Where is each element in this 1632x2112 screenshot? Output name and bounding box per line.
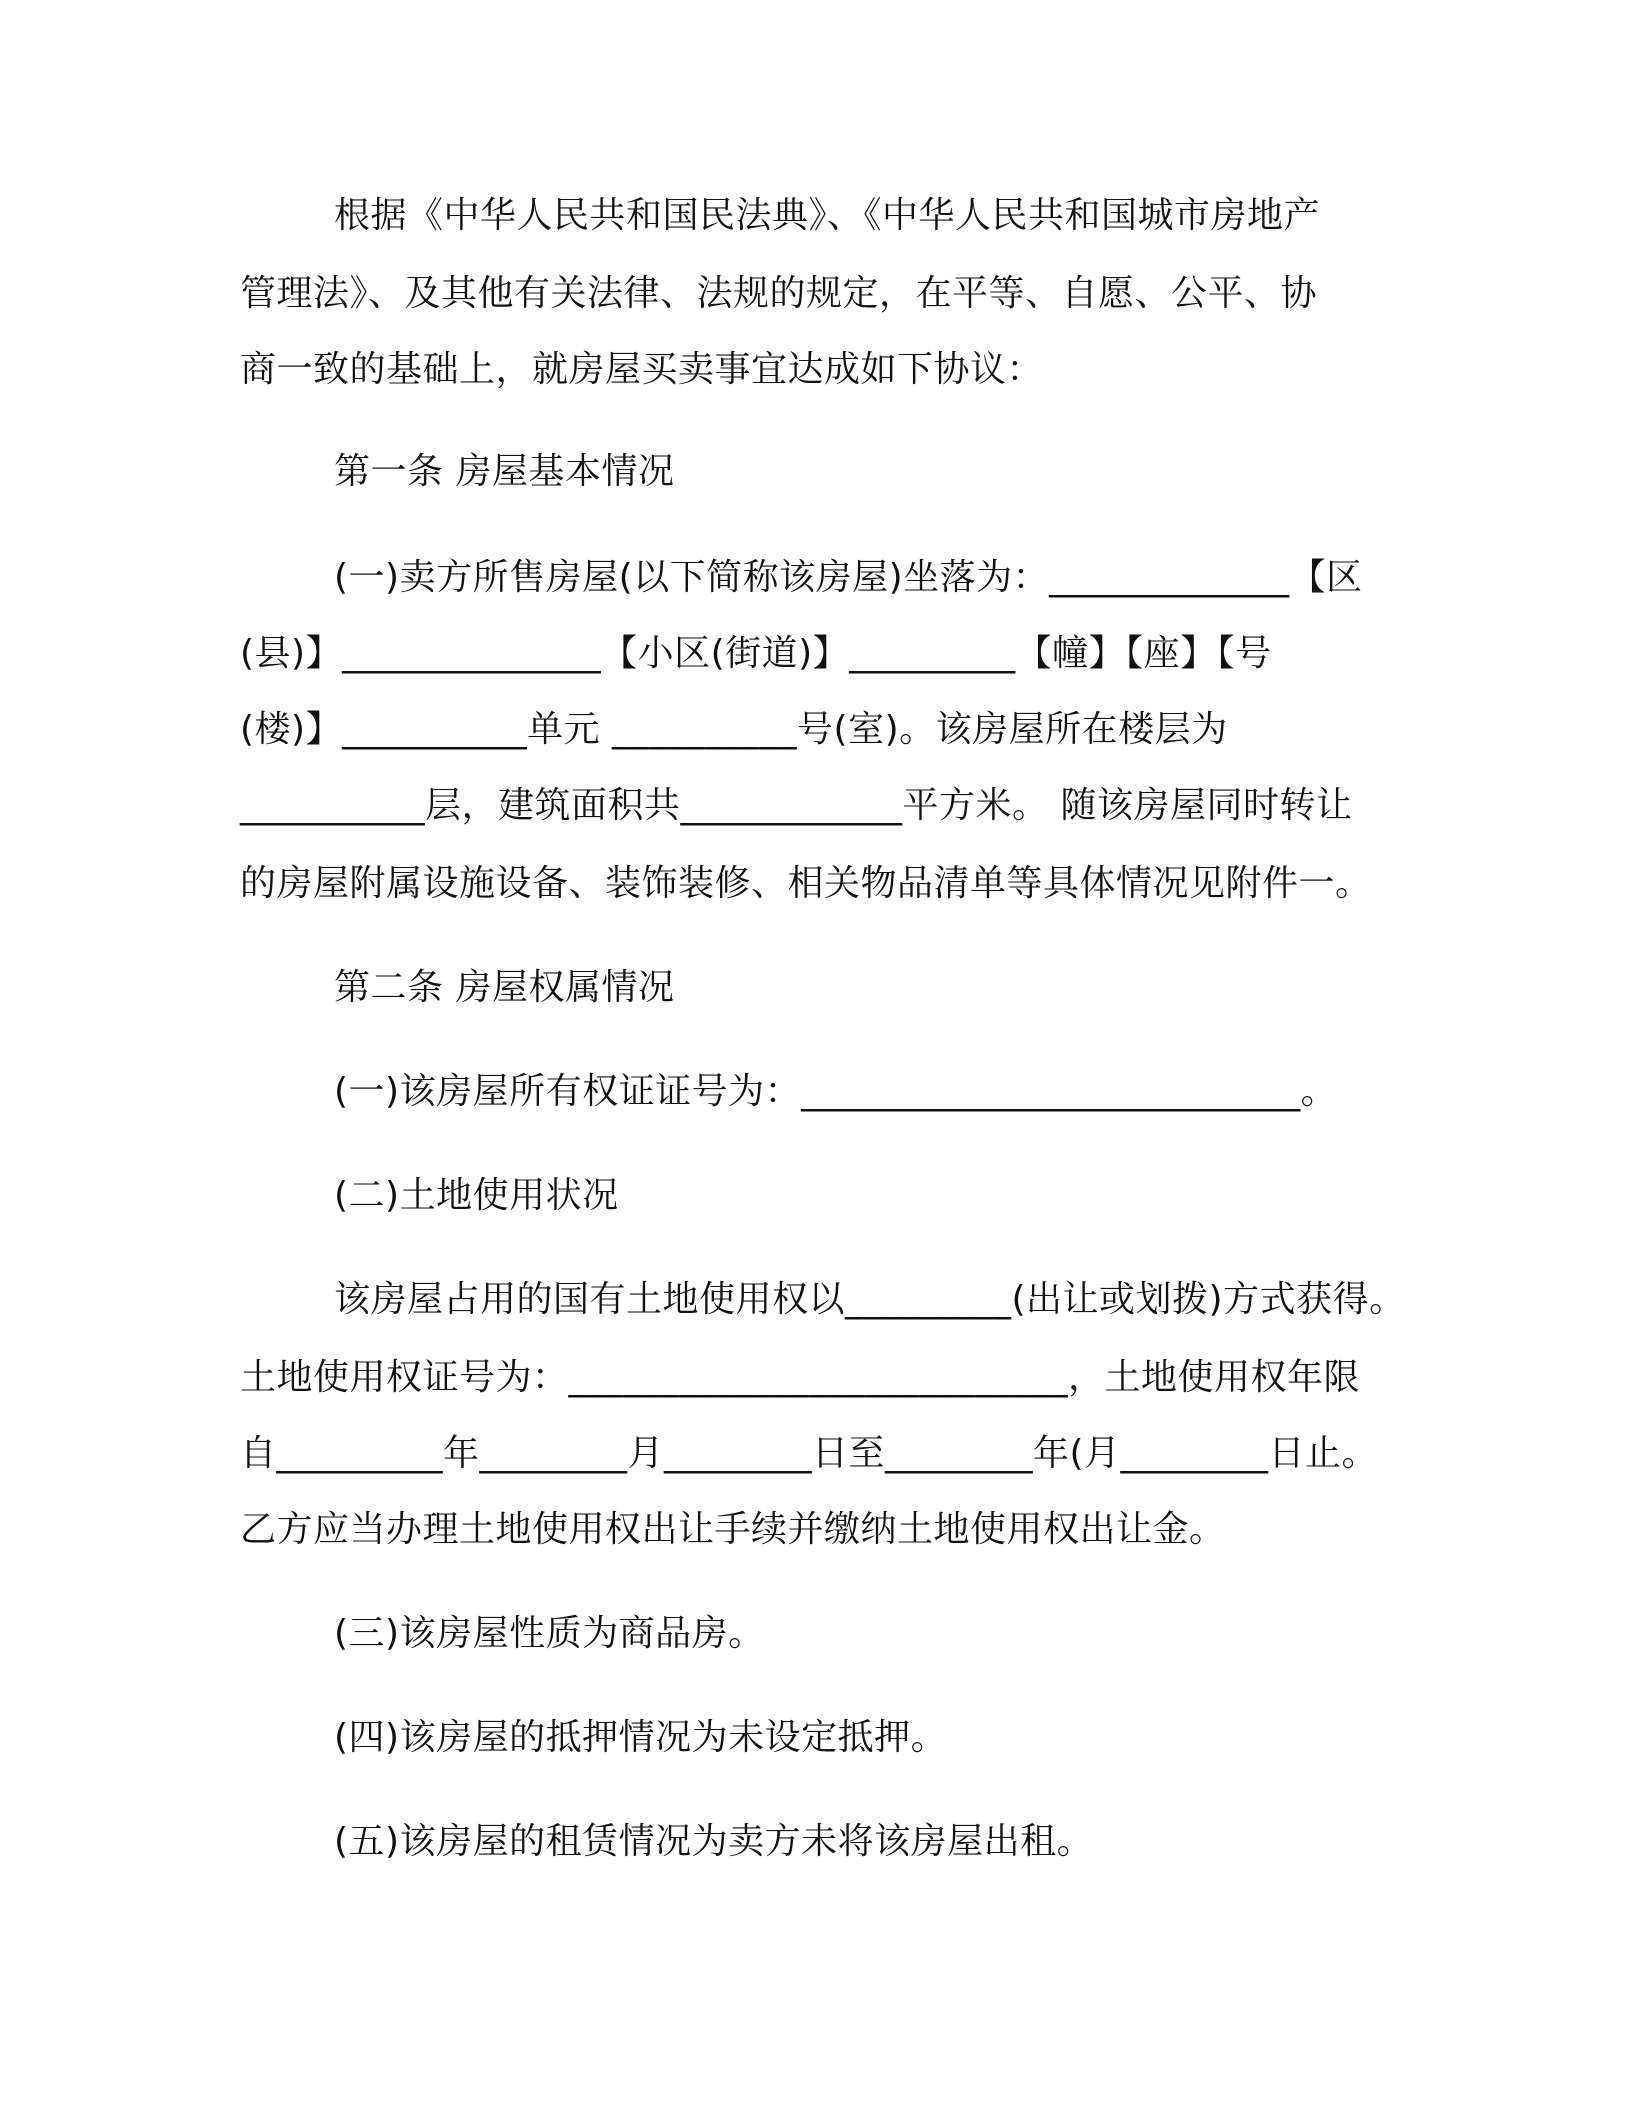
article-1-clause-1-line-2: (县)】______________【小区(街道)】_________【幢】【座】【号 [240, 633, 1272, 674]
article-1-clause-1-line-3: (楼)】__________单元 __________号(室)。该房屋所在楼层为 [240, 709, 1228, 750]
land-use-line-4: 乙方应当办理土地使用权出让手续并缴纳土地使用权出让金。 [240, 1509, 1226, 1550]
intro-line-3: 商一致的基础上，就房屋买卖事宜达成如下协议： [240, 349, 1044, 390]
intro-line-2: 管理法》、及其他有关法律、法规的规定，在平等、自愿、公平、协 [240, 273, 1318, 314]
article-2-clause-3: (三)该房屋性质为商品房。 [334, 1613, 765, 1654]
land-use-line-1: 该房屋占用的国有土地使用权以_________(出让或划拨)方式获得。 [334, 1279, 1406, 1320]
article-2-heading: 第二条 房屋权属情况 [334, 967, 675, 1008]
article-1-clause-1-line-1: (一)卖方所售房屋(以下简称该房屋)坐落为：_____________【区 [334, 557, 1363, 598]
land-use-line-2: 土地使用权证号为：___________________________，土地使用权年限 [240, 1357, 1361, 1398]
article-2-clause-2-heading: (二)土地使用状况 [334, 1175, 619, 1216]
article-2-clause-1: (一)该房屋所有权证证号为：___________________________。 [334, 1071, 1338, 1112]
article-1-clause-1-line-5: 的房屋附属设施设备、装饰装修、相关物品清单等具体情况见附件一。 [240, 863, 1372, 904]
article-1-heading: 第一条 房屋基本情况 [334, 451, 675, 492]
land-use-line-3: 自_________年________月________日至________年(月________日止。 [240, 1433, 1379, 1474]
intro-line-1: 根据《中华人民共和国民法典》、《中华人民共和国城市房地产 [334, 195, 1321, 236]
article-2-clause-4: (四)该房屋的抵押情况为未设定抵押。 [334, 1717, 948, 1758]
article-1-clause-1-line-4: __________层，建筑面积共____________平方米。 随该房屋同时转让 [240, 785, 1353, 826]
article-2-clause-5: (五)该房屋的租赁情况为卖方未将该房屋出租。 [334, 1821, 1094, 1862]
